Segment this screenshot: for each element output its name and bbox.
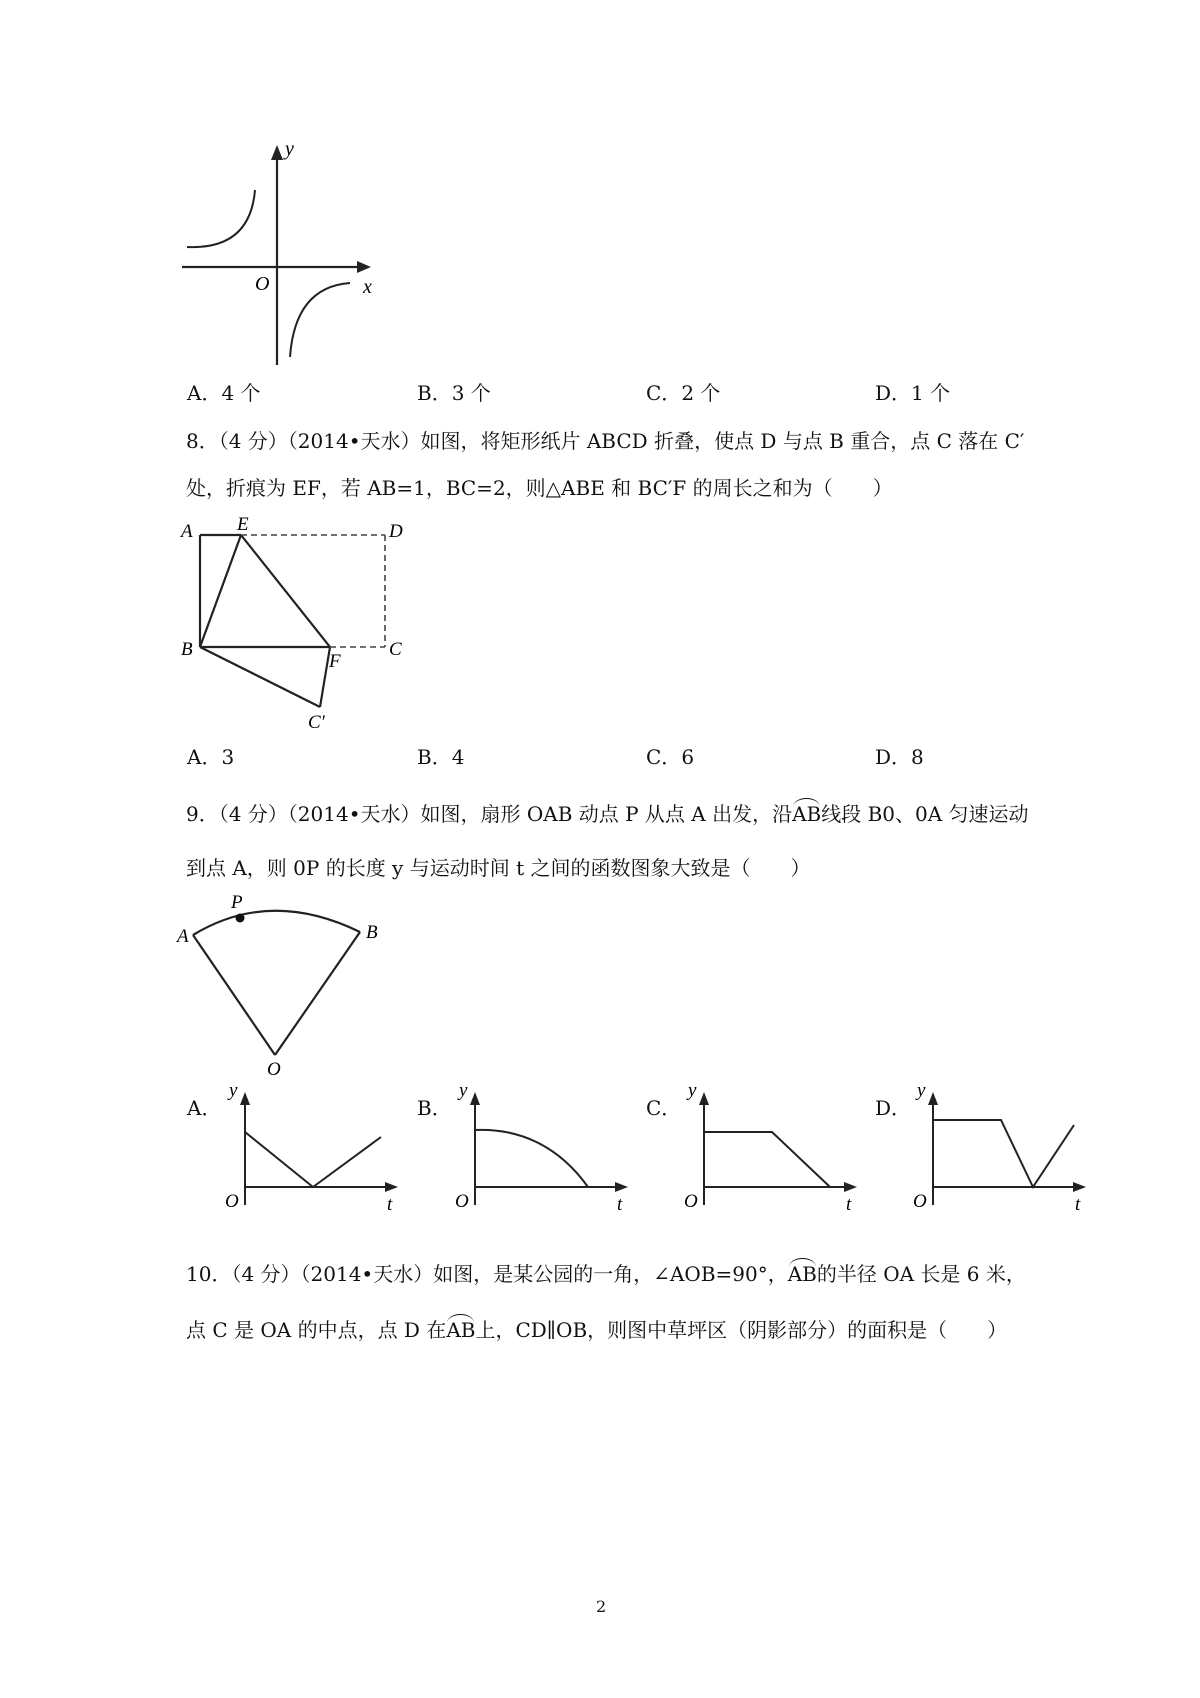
q7-option-b: B．3 个: [417, 381, 491, 405]
q9-option-b-y-label: y: [459, 1080, 468, 1101]
q9-option-c-t-label: t: [846, 1194, 852, 1215]
q9-option-a-t-label: t: [387, 1194, 393, 1215]
q9-option-b-origin-label: O: [455, 1191, 469, 1212]
q9-label-p: P: [231, 892, 243, 913]
q8-label-e: E: [237, 515, 249, 535]
q9-option-d-origin-label: O: [913, 1191, 927, 1212]
q9-option-b-graph: [443, 1080, 638, 1215]
q7-origin-label: O: [255, 273, 270, 295]
q8-label-d: D: [389, 521, 403, 542]
q10-question-line1: 10．（4 分）（2014•天水）如图，是某公园的一角，∠AOB=90°，AB的半径 OA 长是 6 米，: [186, 1262, 1026, 1286]
q8-option-a: A．3: [187, 745, 235, 769]
q8-question-line2: 处，折痕为 EF，若 AB=1，BC=2，则△ABE 和 BC′F 的周长之和为（ ）: [186, 476, 893, 500]
q10-question-line2: 点 C 是 OA 的中点，点 D 在AB上，CD∥OB，则图中草坪区（阴影部分）的面积是（ ）: [186, 1318, 1008, 1342]
q7-option-d: D．1 个: [875, 381, 951, 405]
q9-option-a-origin-label: O: [225, 1191, 239, 1212]
q9-option-c-graph: [672, 1080, 867, 1215]
q9-label-b: B: [366, 922, 378, 943]
q7-hyperbola-figure: [175, 135, 385, 370]
q8-option-d: D．8: [875, 745, 924, 769]
q10-arc-ab-1: AB: [787, 1262, 817, 1286]
q8-label-b: B: [181, 639, 193, 660]
page-number: 2: [596, 1597, 607, 1616]
q9-option-c-letter: C．: [646, 1096, 682, 1120]
q8-option-c: C．6: [646, 745, 695, 769]
q9-option-b-letter: B．: [417, 1096, 452, 1120]
q7-axis-x-label: x: [363, 276, 372, 298]
q9-option-c-origin-label: O: [684, 1191, 698, 1212]
q10-arc-ab-2: AB: [446, 1318, 476, 1342]
q9-option-d-y-label: y: [917, 1080, 926, 1101]
q9-option-c-y-label: y: [688, 1080, 697, 1101]
q7-option-a: A．4 个: [187, 381, 261, 405]
q9-label-a: A: [177, 926, 189, 947]
q9-option-d-letter: D．: [875, 1096, 912, 1120]
q8-option-b: B．4: [417, 745, 465, 769]
q9-option-a-y-label: y: [229, 1080, 238, 1101]
q9-option-d-graph: [901, 1080, 1096, 1215]
q9-question-line1: 9．（4 分）（2014•天水）如图，扇形 OAB 动点 P 从点 A 出发，沿AB线段 B0、0A 匀速运动: [186, 802, 1029, 826]
q8-label-c: C: [389, 639, 402, 660]
q9-option-b-t-label: t: [617, 1194, 623, 1215]
q9-sector-figure: [175, 890, 395, 1080]
q7-option-c: C．2 个: [646, 381, 721, 405]
q8-label-c-prime: C′: [308, 712, 325, 733]
q9-option-d-t-label: t: [1075, 1194, 1081, 1215]
q9-question-line2: 到点 A，则 0P 的长度 y 与运动时间 t 之间的函数图象大致是（ ）: [186, 856, 811, 880]
q7-axis-y-label: y: [285, 138, 294, 160]
q8-label-a: A: [181, 521, 193, 542]
q9-label-o: O: [267, 1059, 281, 1080]
q8-question-line1: 8．（4 分）（2014•天水）如图，将矩形纸片 ABCD 折叠，使点 D 与点 B 重合，点 C 落在 C′: [186, 429, 1025, 453]
q8-folded-rectangle-figure: [175, 515, 415, 735]
q9-arc-ab: AB: [792, 802, 822, 826]
q8-label-f: F: [329, 651, 341, 672]
q9-option-a-graph: [213, 1080, 408, 1215]
q9-option-a-letter: A．: [187, 1096, 222, 1120]
